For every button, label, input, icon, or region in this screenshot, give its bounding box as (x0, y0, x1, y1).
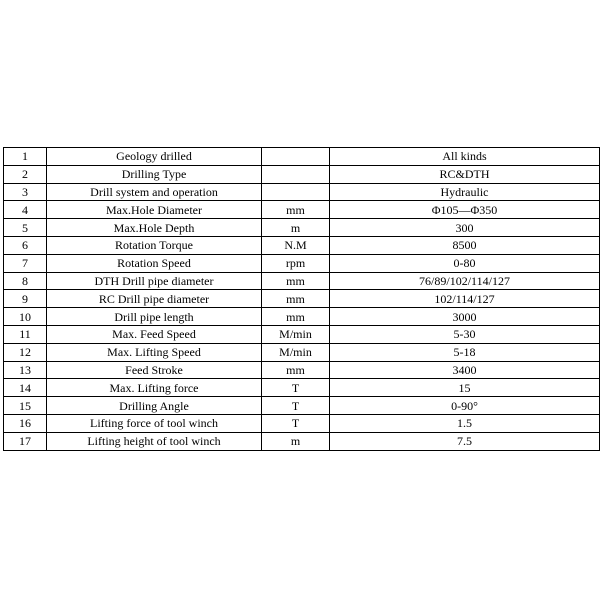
value-cell: 3000 (330, 308, 600, 326)
row-number-cell: 16 (4, 414, 47, 432)
table-row (4, 379, 600, 397)
parameter-name-cell: Drill system and operation (47, 183, 262, 201)
value-cell: 8500 (330, 236, 600, 254)
parameter-name-cell: Drilling Type (47, 165, 262, 183)
row-number-cell: 8 (4, 272, 47, 290)
parameter-name-cell: Max.Hole Diameter (47, 201, 262, 219)
parameter-name-cell: Rotation Speed (47, 254, 262, 272)
table-row (4, 201, 600, 219)
table-row (4, 254, 600, 272)
unit-cell: m (262, 219, 330, 237)
row-number-cell: 11 (4, 325, 47, 343)
row-number-cell: 15 (4, 397, 47, 415)
row-number-cell: 10 (4, 308, 47, 326)
parameter-name-cell: Lifting force of tool winch (47, 414, 262, 432)
value-cell: 3400 (330, 361, 600, 379)
row-number-cell: 13 (4, 361, 47, 379)
table-row (4, 165, 600, 183)
unit-cell: N.M (262, 236, 330, 254)
table-row (4, 414, 600, 432)
unit-cell: mm (262, 290, 330, 308)
value-cell: 76/89/102/114/127 (330, 272, 600, 290)
unit-cell: mm (262, 272, 330, 290)
unit-cell: mm (262, 201, 330, 219)
row-number-cell: 14 (4, 379, 47, 397)
unit-cell: mm (262, 361, 330, 379)
value-cell: 0-80 (330, 254, 600, 272)
table-row (4, 183, 600, 201)
table-row (4, 397, 600, 415)
value-cell: 7.5 (330, 432, 600, 450)
spec-table (3, 147, 600, 451)
value-cell: RC&DTH (330, 165, 600, 183)
parameter-name-cell: Max. Lifting Speed (47, 343, 262, 361)
parameter-name-cell: Rotation Torque (47, 236, 262, 254)
value-cell: 15 (330, 379, 600, 397)
value-cell: 102/114/127 (330, 290, 600, 308)
parameter-name-cell: DTH Drill pipe diameter (47, 272, 262, 290)
table-row (4, 236, 600, 254)
unit-cell (262, 165, 330, 183)
value-cell: Φ105—Φ350 (330, 201, 600, 219)
row-number-cell: 1 (4, 148, 47, 166)
parameter-name-cell: Max. Lifting force (47, 379, 262, 397)
row-number-cell: 3 (4, 183, 47, 201)
value-cell: 1.5 (330, 414, 600, 432)
parameter-name-cell: Lifting height of tool winch (47, 432, 262, 450)
row-number-cell: 12 (4, 343, 47, 361)
table-row (4, 290, 600, 308)
row-number-cell: 5 (4, 219, 47, 237)
parameter-name-cell: Geology drilled (47, 148, 262, 166)
row-number-cell: 2 (4, 165, 47, 183)
row-number-cell: 6 (4, 236, 47, 254)
unit-cell: T (262, 397, 330, 415)
unit-cell: T (262, 379, 330, 397)
table-row (4, 432, 600, 450)
parameter-name-cell: Max.Hole Depth (47, 219, 262, 237)
value-cell: 0-90° (330, 397, 600, 415)
parameter-name-cell: RC Drill pipe diameter (47, 290, 262, 308)
unit-cell: T (262, 414, 330, 432)
row-number-cell: 9 (4, 290, 47, 308)
table-row (4, 219, 600, 237)
row-number-cell: 7 (4, 254, 47, 272)
parameter-name-cell: Drill pipe length (47, 308, 262, 326)
value-cell: Hydraulic (330, 183, 600, 201)
value-cell: 5-30 (330, 325, 600, 343)
parameter-name-cell: Max. Feed Speed (47, 325, 262, 343)
parameter-name-cell: Drilling Angle (47, 397, 262, 415)
table-row (4, 272, 600, 290)
unit-cell (262, 183, 330, 201)
row-number-cell: 17 (4, 432, 47, 450)
value-cell: All kinds (330, 148, 600, 166)
unit-cell: M/min (262, 325, 330, 343)
unit-cell: m (262, 432, 330, 450)
value-cell: 300 (330, 219, 600, 237)
parameter-name-cell: Feed Stroke (47, 361, 262, 379)
unit-cell (262, 148, 330, 166)
unit-cell: rpm (262, 254, 330, 272)
table-row (4, 308, 600, 326)
value-cell: 5-18 (330, 343, 600, 361)
table-row (4, 148, 600, 166)
unit-cell: mm (262, 308, 330, 326)
table-row (4, 325, 600, 343)
unit-cell: M/min (262, 343, 330, 361)
spec-table-body (4, 148, 600, 451)
row-number-cell: 4 (4, 201, 47, 219)
table-row (4, 361, 600, 379)
table-row (4, 343, 600, 361)
